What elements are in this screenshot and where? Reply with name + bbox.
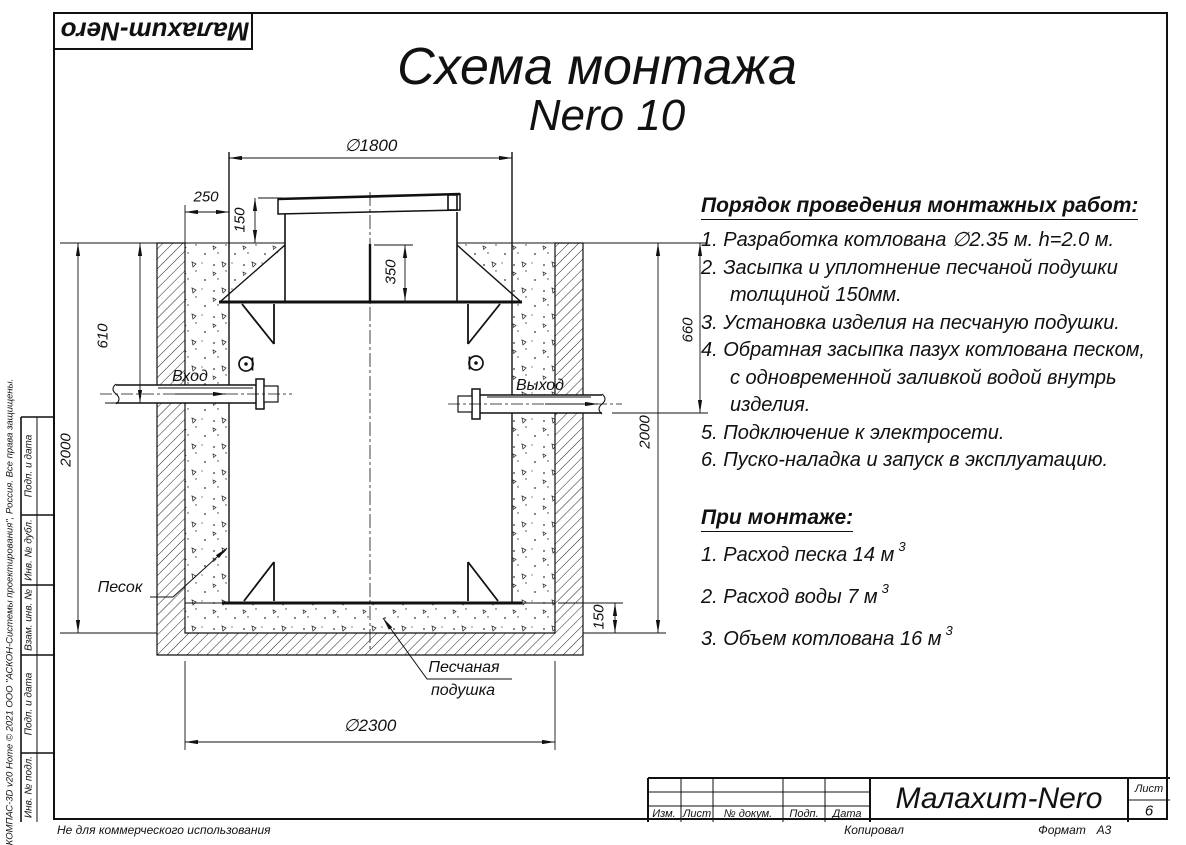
logo-box [53,12,253,50]
dim-150-bottom: 150 [590,604,608,630]
stamp-cell-label: Подп. и дата [23,434,35,498]
instruction-line: толщиной 150мм. [730,284,902,306]
title-block-col-list: Лист [682,808,712,820]
title-block-sheet-number: 6 [1144,802,1154,820]
dim-2000-right: 2000 [636,415,654,449]
montage-item: 1. Расход песка 14 м $^3$ [701,538,906,566]
instruction-line: 4. Обратная засыпка пазух котлована песком, [701,339,1145,361]
dim-250: 250 [193,188,219,206]
dim-660: 660 [679,317,697,343]
inlet-label: Вход [172,368,208,385]
montage-item: 3. Объем котлована 16 м $^3$ [701,622,953,650]
stamp-cell-label: Подп. и дата [23,672,35,736]
stamp-cell-label: Инв. № дубл. [23,519,35,581]
drawing-title-line2: Nero 10 [528,91,686,140]
dim-150-top: 150 [231,207,249,233]
cubic-superscript: 3 [898,538,906,554]
kopiroval-label: Копировал [844,823,904,837]
stamp-cell-label: Инв. № подл. [23,755,35,819]
instruction-line: изделия. [730,394,811,416]
title-block-col-docnum: № докум. [723,808,773,820]
instructions-heading: Порядок проведения монтажных работ: [701,194,1138,220]
logo-text: Малахит-Nero [60,16,250,47]
dim-610: 610 [94,323,112,349]
cubic-superscript: 3 [881,580,889,596]
title-block-company: Малахит-Nero [895,782,1103,815]
installation-instructions [701,194,1179,670]
dim-2000-left: 2000 [57,433,75,467]
cubic-superscript: 3 [945,622,953,638]
instruction-line: 5. Подключение к электросети. [701,421,1005,444]
instruction-line: 3. Установка изделия на песчаную подушки. [701,311,1120,334]
dim-diameter-1800: ∅1800 [344,136,398,155]
cushion-label-line2: подушка [430,682,496,699]
instruction-line: 2. Засыпка и уплотнение песчаной подушки [701,256,1118,279]
instruction-line: 1. Разработка котлована ∅2.35 м. h=2.0 м. [701,229,1115,251]
instruction-line: с одновременной заливкой водой внутрь [730,366,1117,389]
kompas-copyright: КОМПАС-3D v20 Home © 2021 ООО "АСКОН-Системы проектирования", Россия. Все права защищены. [4,378,16,845]
outlet-label: Выход [515,377,565,394]
dim-350: 350 [382,259,400,285]
title-block-col-podp: Подп. [789,808,819,820]
montage-heading: При монтаже: [701,506,853,532]
sand-label: Песок [97,579,143,596]
title-block-sheet-label: Лист [1134,783,1164,795]
instruction-line: 6. Пуско-наладка и запуск в эксплуатацию. [701,449,1109,471]
title-block-col-data: Дата [832,808,862,820]
format-label: Формат [1038,823,1086,837]
stamp-cell-label: Взам. инв. № [23,589,35,651]
not-commercial-note: Не для коммерческого использования [57,823,271,837]
drawing-title-line1: Схема монтажа [397,38,797,96]
format-value: А3 [1096,823,1112,837]
montage-item: 2. Расход воды 7 м $^3$ [701,580,889,608]
dim-diameter-2300: ∅2300 [343,716,397,735]
title-block-col-izm: Изм. [652,808,676,820]
cushion-label-line1: Песчаная [428,659,500,676]
